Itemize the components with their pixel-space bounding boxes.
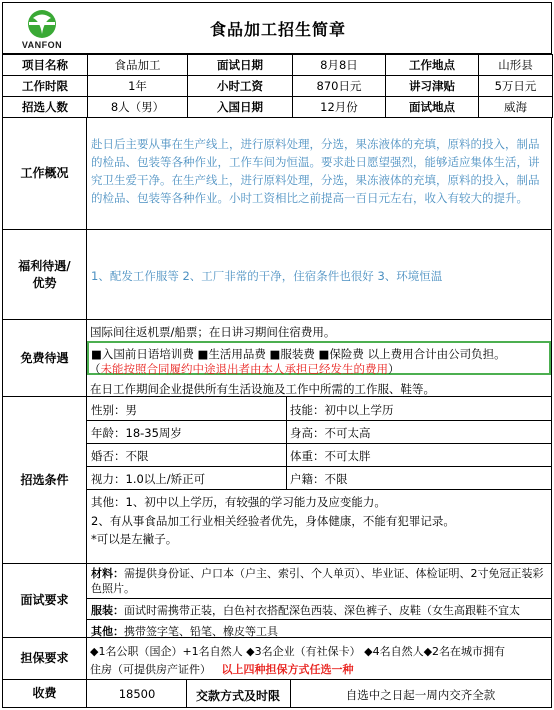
interview-requirements-label: 面试要求 xyxy=(2,563,87,638)
free-benefits-section xyxy=(2,319,552,397)
label-work-period: 工作时限 xyxy=(3,76,88,97)
value-interview-location: 威海 xyxy=(479,97,553,118)
welfare-label-line2: 优势 xyxy=(32,275,57,290)
value-project: 食品加工 xyxy=(88,55,188,76)
condition-height: 身高：不可太高 xyxy=(290,426,371,440)
clothing-text: 服装：面试时需携带正装，白色衬衣搭配深色西装、深色裤子、皮鞋（女生高跟鞋不宜太 xyxy=(91,604,520,617)
materials-text: 材料：需提供身份证、户口本（户主、索引、个人单页）、毕业证、体检证明、2寸免冠正装彩色照片。 xyxy=(91,567,544,595)
free-line-4: 在日工作期间企业提供所有生活设施及工作中所需的工作服、鞋等。 xyxy=(90,382,435,396)
work-overview-section xyxy=(2,117,552,230)
welfare-label-line1: 福利待遇/ xyxy=(18,258,71,273)
condition-other-3: *可以是左撇子。 xyxy=(91,532,178,546)
value-allowance: 5万日元 xyxy=(479,76,553,97)
interview-requirements-section xyxy=(2,563,552,638)
value-entry-date: 12月份 xyxy=(293,97,386,118)
free-line-1: 国际间往返机票/船票；在日讲习期间住宿费用。 xyxy=(90,325,336,339)
guarantee-label: 担保要求 xyxy=(2,637,87,680)
fee-amount: 18500 xyxy=(118,687,156,701)
condition-age: 年龄：18-35周岁 xyxy=(91,426,182,440)
table-row xyxy=(3,76,553,97)
work-overview-text: 赴日后主要从事在生产线上，进行原料处理，分选，果冻液体的充填，原料的投入，制品的检品、包装等各种作业，工作车间为恒温。要求赴日愿望强烈，能够适应集体生活，讲究卫生爱干净。在生产线上，进行原料处理，分选，果冻液体的充填，原料的投入，制品的检品、包装等各种作业。小时工资相比之前提高一百日元左右，收入有较大的提升。 xyxy=(91,137,540,205)
condition-skill: 技能：初中以上学历 xyxy=(290,403,394,417)
welfare-text: 1、配发工作服等 2、工厂非常的干净，住宿条件也很好 3、环境恒温 xyxy=(91,269,443,283)
welfare-section xyxy=(2,229,552,320)
guarantee-section xyxy=(2,637,552,680)
label-interview-location: 面试地点 xyxy=(386,97,479,118)
payment-method-text: 自选中之日起一周内交齐全款 xyxy=(345,688,496,702)
label-hourly-wage: 小时工资 xyxy=(188,76,293,97)
free-benefits-label: 免费待遇 xyxy=(2,319,87,397)
conditions-section xyxy=(2,396,552,564)
value-headcount: 8人（男） xyxy=(88,97,188,118)
condition-other-2: 2、有从事食品加工行业相关经验者优先，身体健康，不能有犯罪记录。 xyxy=(91,514,455,528)
value-hourly-wage: 870日元 xyxy=(293,76,386,97)
condition-other-1: 其他：1、初中以上学历，有较强的学习能力及应变能力。 xyxy=(91,495,386,509)
guarantee-line-2: 住房（可提供房产证件） 以上四种担保方式任选一种 xyxy=(90,663,354,676)
other-tools-text: 其他：携带签字笔、铅笔、橡皮等工具 xyxy=(91,625,278,638)
table-row xyxy=(3,55,553,76)
value-work-location: 山形县 xyxy=(479,55,553,76)
contract-warning: 未能按照合同履约中途退出者由本人承担已经发生的费用 xyxy=(100,362,388,376)
page-title: 食品加工招生简章 xyxy=(209,20,346,39)
table-row xyxy=(3,97,553,118)
condition-marital: 婚否：不限 xyxy=(91,449,149,463)
guarantee-line-1: ◆1名公职（国企）+1名自然人 ◆3名企业（有社保卡） ◆4名自然人◆2名在城市拥有 xyxy=(90,645,506,658)
label-allowance: 讲习津贴 xyxy=(386,76,479,97)
value-interview-date: 8月8日 xyxy=(293,55,386,76)
logo-text: VANFON xyxy=(21,40,63,50)
label-work-location: 工作地点 xyxy=(386,55,479,76)
info-table xyxy=(2,54,553,118)
work-overview-label: 工作概况 xyxy=(2,117,87,230)
label-headcount: 招选人数 xyxy=(3,97,88,118)
condition-household: 户籍：不限 xyxy=(290,472,348,486)
condition-weight: 体重：不可太胖 xyxy=(290,449,371,463)
label-interview-date: 面试日期 xyxy=(188,55,293,76)
guarantee-highlight: 以上四种担保方式任选一种 xyxy=(221,663,354,676)
welfare-label xyxy=(2,229,87,320)
value-work-period: 1年 xyxy=(88,76,188,97)
header xyxy=(2,2,552,54)
condition-gender: 性别：男 xyxy=(91,403,137,417)
fee-section xyxy=(2,679,552,708)
free-line-2: ■入国前日语培训费 ■生活用品费 ■服装费 ■保险费 以上费用合计由公司负担。 xyxy=(91,347,506,361)
condition-vision: 视力：1.0以上/矫正可 xyxy=(91,472,206,486)
label-entry-date: 入国日期 xyxy=(188,97,293,118)
free-line-3: （未能按照合同履约中途退出者由本人承担已经发生的费用） xyxy=(89,362,400,376)
label-project: 项目名称 xyxy=(3,55,88,76)
fee-label: 收费 xyxy=(2,679,87,708)
conditions-label: 招选条件 xyxy=(2,396,87,564)
payment-method-label: 交款方式及时限 xyxy=(195,689,280,703)
